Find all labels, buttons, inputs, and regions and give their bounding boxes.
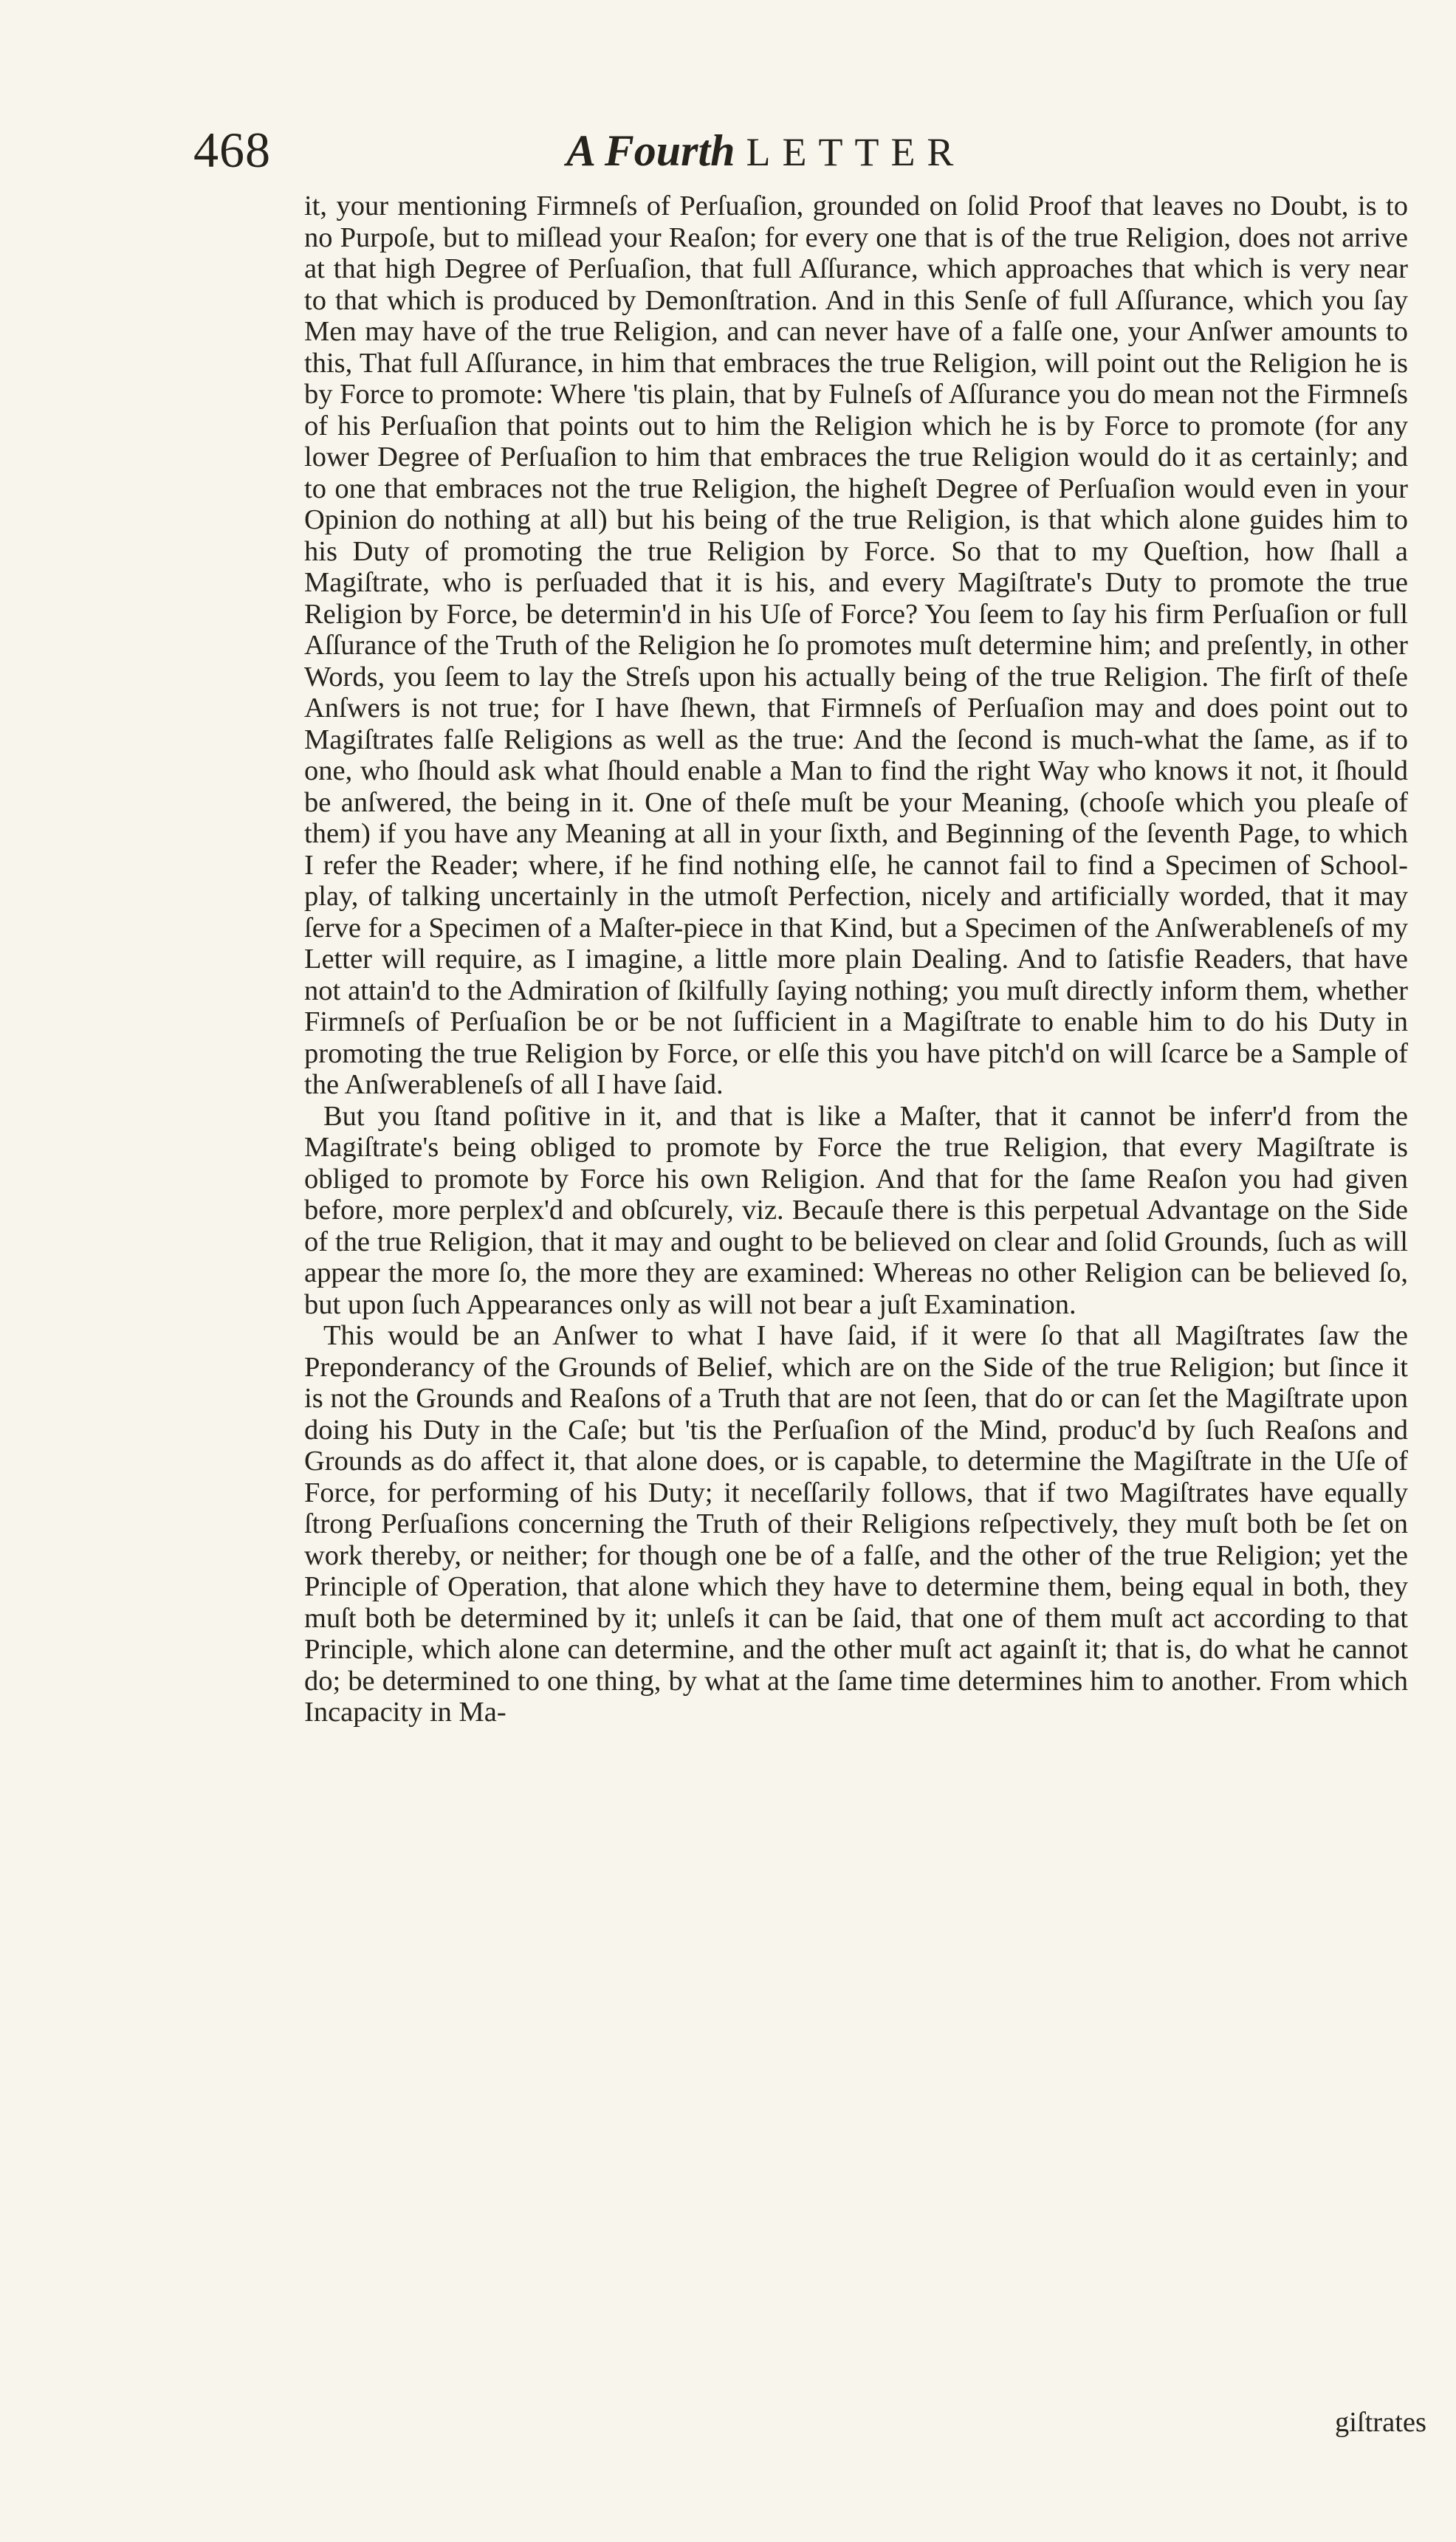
catchword: giſtrates — [1334, 2407, 1426, 2438]
body-text — [304, 190, 1408, 2450]
running-header — [193, 117, 1434, 190]
running-title-caps: LETTER — [746, 130, 966, 174]
paragraph-3: This would be an Anſwer to what I have ſaid, if it were ſo that all Magiſtrates ſaw the Preponderancy of the Grounds of Belief, which are on the Side of the true Religion; but ſince it is not the Grounds and Reaſons of a Truth that are not ſeen, that do or can ſet the Magiſtrate upon doing his Duty in the Caſe; but 'tis the Perſuaſion of the Mind, produc'd by ſuch Reaſons and Grounds as do affect it, that alone does, or is capable, to determine the Magiſtrate in the Uſe of Force, for performing of his Duty; it neceſſarily follows, that if two Magiſtrates have equally ſtrong Perſuaſions concerning the Truth of their Religions reſpectively, they muſt both be ſet on work thereby, or neither; for though one be of a falſe, and the other of the true Religion; yet the Principle of Operation, that alone which they have to determine them, being equal in both, they muſt both be determined by it; unleſs it can be ſaid, that one of them muſt act according to that Principle, which alone can determine, and the other muſt act againſt it; that is, do what he cannot do; be determined to one thing, by what at the ſame time determines him to another. From which Incapacity in Ma- — [304, 1320, 1408, 1728]
paragraph-2: But you ſtand poſitive in it, and that is like a Maſter, that it cannot be inferr'd from the Magiſtrate's being obliged to promote by Force the true Religion, that every Magiſtrate is obliged to promote by Force his own Religion. And that for the ſame Reaſon you had given before, more perplex'd and obſcurely, viz. Becauſe there is this perpetual Advantage on the Side of the true Religion, that it may and ought to be believed on clear and ſolid Grounds, ſuch as will appear the more ſo, the more they are examined: Whereas no other Religion can be believed ſo, but upon ſuch Appearances only as will not bear a juſt Examination. — [304, 1100, 1408, 1320]
running-title-italic: A Fourth — [566, 126, 735, 175]
running-title — [566, 121, 965, 182]
paragraph-1: it, your mentioning Firmneſs of Perſuaſion, grounded on ſolid Proof that leaves no Doubt, is to no Purpoſe, but to miſlead your Reaſon; for every one that is of the true Religion, does not arrive at that high Degree of Perſuaſion, that full Aſſurance, which approaches that which is very near to that which is produced by Demonſtration. And in this Senſe of full Aſſurance, which you ſay Men may have of the true Religion, and can never have of a falſe one, your Anſwer amounts to this, That full Aſſurance, in him that embraces the true Religion, will point out the Religion he is by Force to promote: Where 'tis plain, that by Fulneſs of Aſſurance you do mean not the Firmneſs of his Perſuaſion that points out to him the Religion which he is by Force to promote (for any lower Degree of Perſuaſion to him that embraces the true Religion would do it as certainly; and to one that embraces not the true Religion, the higheſt Degree of Perſuaſion would even in your Opinion do nothing at all) but his being of the true Religion, is that which alone guides him to his Duty of promoting the true Religion by Force. So that to my Queſtion, how ſhall a Magiſtrate, who is perſuaded that it is his, and every Magiſtrate's Duty to promote the true Religion by Force, be determin'd in his Uſe of Force? You ſeem to ſay his firm Perſuaſion or full Aſſurance of the Truth of the Religion he ſo promotes muſt determine him; and preſently, in other Words, you ſeem to lay the Streſs upon his actually being of the true Religion. The firſt of theſe Anſwers is not true; for I have ſhewn, that Firmneſs of Perſuaſion may and does point out to Magiſtrates falſe Religions as well as the true: And the ſecond is much-what the ſame, as if to one, who ſhould ask what ſhould enable a Man to find the right Way who knows it not, it ſhould be anſwered, the being in it. One of theſe muſt be your Meaning, (chooſe which you pleaſe of them) if you have any Meaning at all in your ſixth, and Beginning of the ſeventh Page, to which I refer the Reader; where, if he find nothing elſe, he cannot fail to find a Specimen of School-play, of talking uncertainly in the utmoſt Perfection, nicely and artificially worded, that it may ſerve for a Specimen of a Maſter-piece in that Kind, but a Specimen of the Anſwerableneſs of my Letter will require, as I imagine, a little more plain Dealing. And to ſatisfie Readers, that have not attain'd to the Admiration of ſkilfully ſaying nothing; you muſt directly inform them, whether Firmneſs of Perſuaſion be or be not ſufficient in a Magiſtrate to enable him to do his Duty in promoting the true Religion by Force, or elſe this you have pitch'd on will ſcarce be a Sample of the Anſwerableneſs of all I have ſaid. — [304, 190, 1408, 1100]
page-number: 468 — [193, 122, 271, 178]
